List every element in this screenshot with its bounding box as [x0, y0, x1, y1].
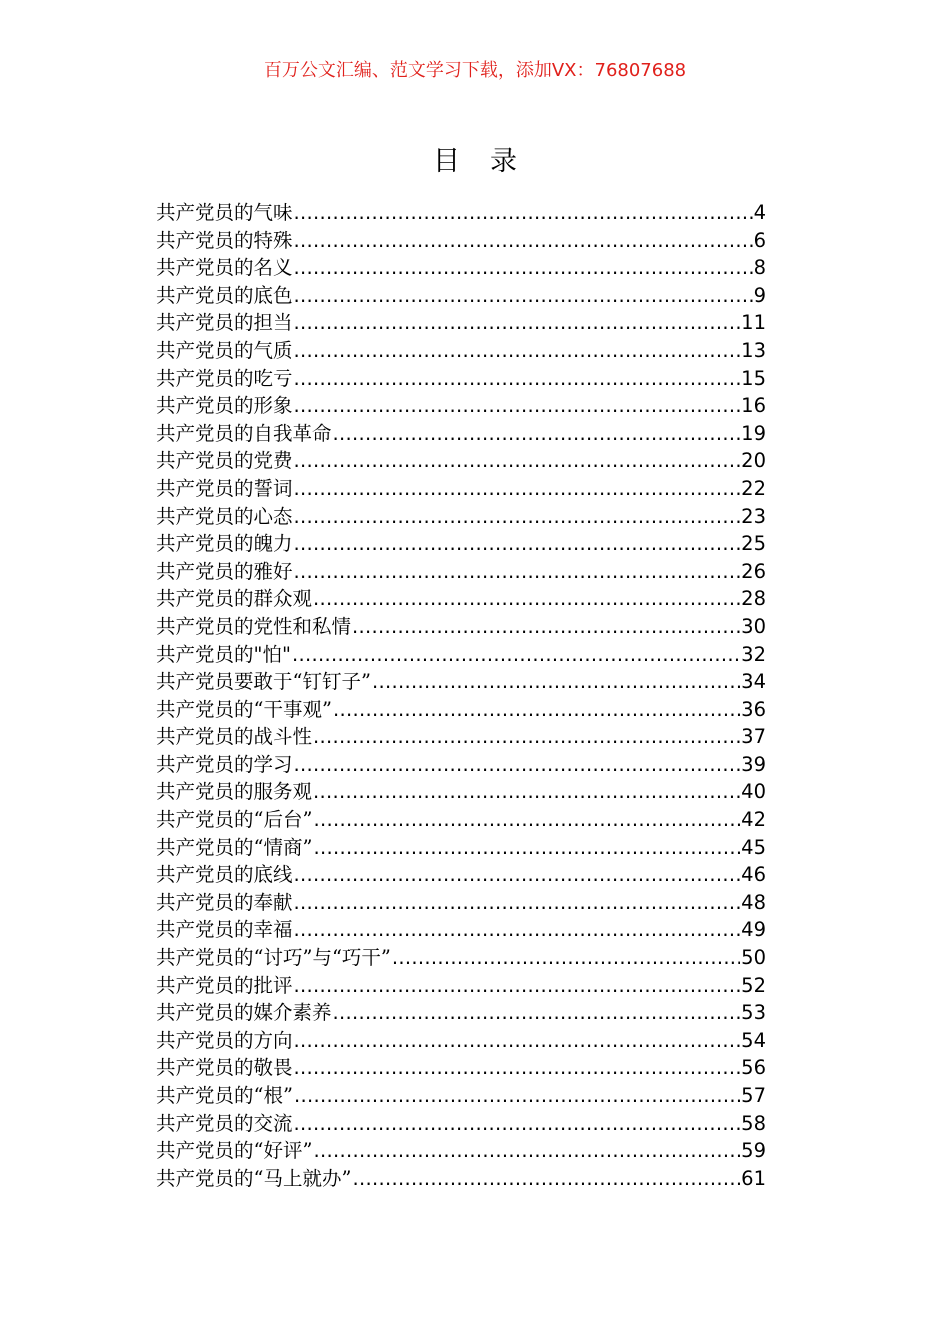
- dot-leader: [293, 309, 741, 337]
- header-contact-note: 百万公文汇编、范文学习下载，添加VX：76807688: [263, 60, 687, 81]
- toc-entry[interactable]: [156, 1110, 766, 1138]
- dot-leader: [293, 972, 741, 1000]
- dot-leader: [293, 392, 741, 420]
- toc-entry-page-number: 25: [741, 532, 766, 556]
- toc-entry-page-number: 34: [741, 670, 766, 694]
- toc-entry-title: 共产党员的自我革命: [156, 421, 332, 445]
- toc-entry[interactable]: [156, 916, 766, 944]
- toc-entry-page-number: 15: [741, 366, 766, 390]
- toc-entry[interactable]: [156, 889, 766, 917]
- toc-entry-page-number: 22: [741, 476, 766, 500]
- dot-leader: [293, 889, 741, 917]
- toc-entry-title: 共产党员的“情商”: [156, 835, 313, 859]
- dot-leader: [312, 723, 740, 751]
- toc-entry[interactable]: [156, 1137, 766, 1165]
- toc-entry-page-number: 37: [741, 725, 766, 749]
- toc-entry[interactable]: [156, 420, 766, 448]
- dot-leader: [293, 475, 741, 503]
- dot-leader: [293, 916, 741, 944]
- toc-entry-page-number: 36: [741, 697, 766, 721]
- toc-entry[interactable]: [156, 282, 766, 310]
- dot-leader: [312, 585, 740, 613]
- toc-entry-title: 共产党员的形象: [156, 394, 293, 418]
- dot-leader: [293, 282, 753, 310]
- toc-entry[interactable]: [156, 254, 766, 282]
- toc-entry-page-number: 23: [741, 504, 766, 528]
- dot-leader: [391, 944, 740, 972]
- toc-entry[interactable]: [156, 668, 766, 696]
- toc-entry-page-number: 53: [741, 1001, 766, 1025]
- toc-entry-title: 共产党员的气味: [156, 201, 293, 224]
- toc-entry-page-number: 39: [741, 752, 766, 776]
- toc-entry[interactable]: [156, 503, 766, 531]
- toc-entry[interactable]: [156, 199, 766, 227]
- dot-leader: [293, 227, 753, 255]
- toc-entry-page-number: 48: [741, 890, 766, 914]
- toc-entry[interactable]: [156, 1054, 766, 1082]
- dot-leader: [351, 613, 740, 641]
- dot-leader: [332, 999, 741, 1027]
- toc-entry-page-number: 54: [741, 1028, 766, 1052]
- toc-entry-title: 共产党员的特殊: [156, 228, 293, 252]
- toc-entry-page-number: 26: [741, 559, 766, 583]
- dot-leader: [351, 1165, 740, 1193]
- toc-entry-page-number: 11: [741, 311, 766, 335]
- toc-entry[interactable]: [156, 778, 766, 806]
- toc-entry-title: 共产党员的名义: [156, 256, 293, 280]
- toc-entry[interactable]: [156, 337, 766, 365]
- dot-leader: [332, 696, 740, 724]
- toc-entry-page-number: 46: [741, 863, 766, 887]
- toc-entry[interactable]: [156, 447, 766, 475]
- toc-entry-title: 共产党员的底色: [156, 283, 293, 307]
- toc-entry-title: 共产党员的“根”: [156, 1084, 293, 1107]
- toc-entry-page-number: 9: [753, 283, 766, 307]
- toc-entry[interactable]: [156, 585, 766, 613]
- toc-entry[interactable]: [156, 723, 766, 751]
- toc-entry-title: 共产党员的群众观: [156, 587, 313, 611]
- toc-entry-page-number: 59: [741, 1139, 766, 1163]
- toc-entry[interactable]: [156, 227, 766, 255]
- toc-entry[interactable]: [156, 834, 766, 862]
- toc-entry-page-number: 4: [753, 201, 766, 224]
- toc-entry-title: 共产党员的"怕": [156, 642, 291, 666]
- toc-entry-page-number: 50: [741, 946, 766, 970]
- toc-entry-page-number: 16: [741, 394, 766, 418]
- toc-entry[interactable]: [156, 475, 766, 503]
- dot-leader: [312, 806, 740, 834]
- dot-leader: [293, 861, 741, 889]
- toc-entry[interactable]: [156, 365, 766, 393]
- dot-leader: [293, 447, 741, 475]
- toc-entry[interactable]: [156, 613, 766, 641]
- toc-entry-page-number: 57: [741, 1084, 766, 1107]
- toc-entry-page-number: 28: [741, 587, 766, 611]
- toc-entry-title: 共产党员的气质: [156, 338, 293, 362]
- toc-entry-page-number: 45: [741, 835, 766, 859]
- table-of-contents: [156, 199, 766, 1192]
- dot-leader: [293, 254, 753, 282]
- toc-entry-page-number: 20: [741, 449, 766, 473]
- toc-entry-title: 共产党员的方向: [156, 1028, 293, 1052]
- toc-entry-title: 共产党员的幸福: [156, 918, 293, 942]
- toc-entry-title: 共产党员的服务观: [156, 780, 313, 804]
- toc-entry[interactable]: [156, 309, 766, 337]
- toc-entry-title: 共产党员的魄力: [156, 532, 293, 556]
- dot-leader: [293, 751, 741, 779]
- dot-leader: [293, 1082, 740, 1110]
- toc-entry-title: 共产党员的“干事观”: [156, 697, 332, 721]
- toc-entry[interactable]: [156, 751, 766, 779]
- dot-leader: [312, 1137, 740, 1165]
- toc-entry-title: 共产党员的“讨巧”与“巧干”: [156, 946, 391, 970]
- toc-entry[interactable]: [156, 1082, 766, 1110]
- toc-entry-title: 共产党员的担当: [156, 311, 293, 335]
- toc-entry-page-number: 8: [753, 256, 766, 280]
- toc-entry-page-number: 56: [741, 1056, 766, 1080]
- dot-leader: [312, 778, 740, 806]
- toc-entry-page-number: 32: [741, 642, 766, 666]
- toc-entry-page-number: 6: [753, 228, 766, 252]
- toc-entry-title: 共产党员的党费: [156, 449, 293, 473]
- toc-entry[interactable]: [156, 999, 766, 1027]
- toc-entry-title: 共产党员的底线: [156, 863, 293, 887]
- toc-entry-title: 共产党员的战斗性: [156, 725, 313, 749]
- toc-entry[interactable]: [156, 1165, 766, 1193]
- dot-leader: [291, 641, 740, 669]
- toc-entry-page-number: 52: [741, 973, 766, 997]
- toc-entry-page-number: 49: [741, 918, 766, 942]
- dot-leader: [293, 558, 741, 586]
- toc-title: 目录: [433, 146, 547, 177]
- toc-entry[interactable]: [156, 861, 766, 889]
- toc-entry[interactable]: [156, 806, 766, 834]
- toc-entry-page-number: 61: [741, 1166, 766, 1190]
- dot-leader: [293, 1054, 741, 1082]
- toc-entry-title: 共产党员的心态: [156, 504, 293, 528]
- toc-entry[interactable]: [156, 944, 766, 972]
- dot-leader: [293, 530, 741, 558]
- toc-entry[interactable]: [156, 696, 766, 724]
- toc-entry-title: 共产党员的交流: [156, 1111, 293, 1135]
- toc-entry[interactable]: [156, 972, 766, 1000]
- toc-entry[interactable]: [156, 530, 766, 558]
- toc-entry-title: 共产党员的誓词: [156, 476, 293, 500]
- toc-entry-title: 共产党员的媒介素养: [156, 1001, 332, 1025]
- toc-entry-title: 共产党员的“马上就办”: [156, 1166, 352, 1190]
- dot-leader: [332, 420, 741, 448]
- toc-entry-page-number: 19: [741, 421, 766, 445]
- toc-entry-page-number: 58: [741, 1111, 766, 1135]
- dot-leader: [293, 503, 741, 531]
- toc-entry-title: 共产党员的吃亏: [156, 366, 293, 390]
- toc-entry-title: 共产党员的“好评”: [156, 1139, 313, 1163]
- dot-leader: [312, 834, 740, 862]
- toc-entry-page-number: 42: [741, 808, 766, 832]
- toc-entry-title: 共产党员的“后台”: [156, 808, 313, 832]
- dot-leader: [293, 337, 741, 365]
- toc-entry-page-number: 40: [741, 780, 766, 804]
- toc-entry-title: 共产党员的敬畏: [156, 1056, 293, 1080]
- toc-entry-title: 共产党员要敢于“钉钉子”: [156, 670, 371, 694]
- dot-leader: [293, 199, 753, 227]
- dot-leader: [293, 1110, 741, 1138]
- dot-leader: [293, 365, 741, 393]
- toc-entry-title: 共产党员的奉献: [156, 890, 293, 914]
- toc-entry-title: 共产党员的批评: [156, 973, 293, 997]
- toc-entry[interactable]: [156, 392, 766, 420]
- dot-leader: [293, 1027, 741, 1055]
- toc-entry-page-number: 30: [741, 614, 766, 638]
- toc-entry-title: 共产党员的学习: [156, 752, 293, 776]
- toc-entry[interactable]: [156, 1027, 766, 1055]
- dot-leader: [371, 668, 740, 696]
- toc-entry[interactable]: [156, 641, 766, 669]
- toc-entry-page-number: 13: [741, 338, 766, 362]
- toc-entry-title: 共产党员的党性和私情: [156, 614, 352, 638]
- toc-entry[interactable]: [156, 558, 766, 586]
- toc-entry-title: 共产党员的雅好: [156, 559, 293, 583]
